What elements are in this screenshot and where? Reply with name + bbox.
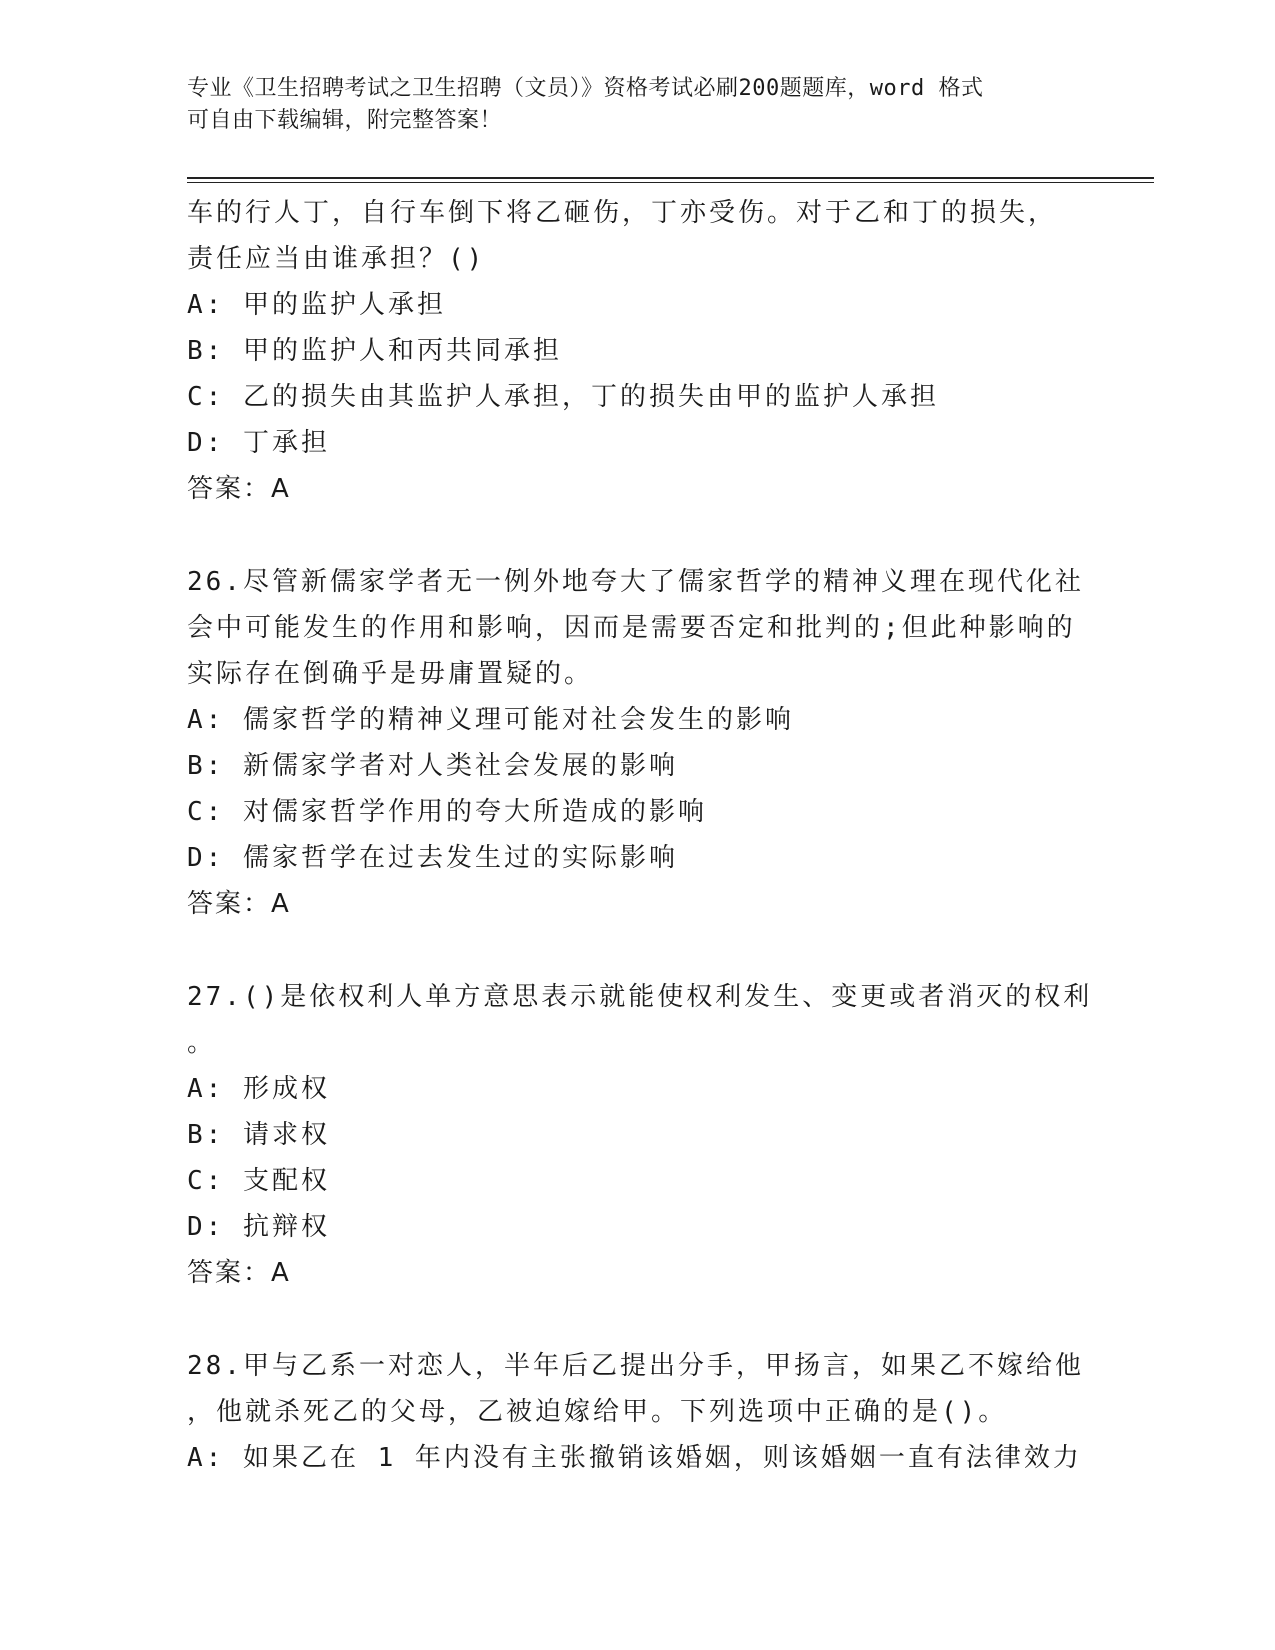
spacer xyxy=(187,512,1087,559)
option-d: D: 抗辩权 xyxy=(187,1212,330,1242)
question-stem-line: 。 xyxy=(187,1028,217,1058)
question-stem-line: 责任应当由谁承担？() xyxy=(187,244,486,274)
spacer xyxy=(187,927,1087,974)
spacer xyxy=(187,1296,1087,1343)
option-d: D: 儒家哲学在过去发生过的实际影响 xyxy=(187,843,678,873)
question-stem-line: 会中可能发生的作用和影响，因而是需要否定和批判的;但此种影响的 xyxy=(187,613,1076,643)
option-b: B: 请求权 xyxy=(187,1120,330,1150)
answer-line: 答案：A xyxy=(187,889,291,919)
question-stem-line: 28.甲与乙系一对恋人，半年后乙提出分手，甲扬言，如果乙不嫁给他 xyxy=(187,1351,1084,1381)
option-a: A: 儒家哲学的精神义理可能对社会发生的影响 xyxy=(187,705,794,735)
option-a: A: 形成权 xyxy=(187,1074,330,1104)
question-stem-line: 车的行人丁，自行车倒下将乙砸伤，丁亦受伤。对于乙和丁的损失， xyxy=(187,198,1058,228)
header-rule-thin xyxy=(187,182,1154,183)
question-25 xyxy=(187,190,1087,512)
question-stem-line: ，他就杀死乙的父母，乙被迫嫁给甲。下列选项中正确的是()。 xyxy=(187,1397,1008,1427)
question-26 xyxy=(187,559,1087,927)
answer-line: 答案：A xyxy=(187,1258,291,1288)
option-c: C: 对儒家哲学作用的夸大所造成的影响 xyxy=(187,797,707,827)
answer-line: 答案：A xyxy=(187,474,291,504)
option-c: C: 乙的损失由其监护人承担，丁的损失由甲的监护人承担 xyxy=(187,382,939,412)
header-line-1: 专业《卫生招聘考试之卫生招聘（文员）》资格考试必刷200题题库，word 格式 xyxy=(187,76,984,101)
question-stem-line: 实际存在倒确乎是毋庸置疑的。 xyxy=(187,659,594,689)
option-d: D: 丁承担 xyxy=(187,428,330,458)
option-b: B: 新儒家学者对人类社会发展的影响 xyxy=(187,751,678,781)
question-stem-line: 27.()是依权利人单方意思表示就能使权利发生、变更或者消灭的权利 xyxy=(187,982,1093,1012)
header-line-2: 可自由下载编辑，附完整答案！ xyxy=(187,108,503,133)
question-stem-line: 26.尽管新儒家学者无一例外地夸大了儒家哲学的精神义理在现代化社 xyxy=(187,567,1084,597)
question-27 xyxy=(187,974,1093,1296)
question-28 xyxy=(187,1343,1087,1481)
option-b: B: 甲的监护人和丙共同承担 xyxy=(187,336,562,366)
question-list xyxy=(187,190,1093,1481)
option-c: C: 支配权 xyxy=(187,1166,330,1196)
document-header xyxy=(187,73,1087,137)
option-a: A: 甲的监护人承担 xyxy=(187,290,446,320)
header-rule-thick xyxy=(187,177,1154,179)
option-a: A: 如果乙在 1 年内没有主张撤销该婚姻，则该婚姻一直有法律效力 xyxy=(187,1443,1082,1473)
